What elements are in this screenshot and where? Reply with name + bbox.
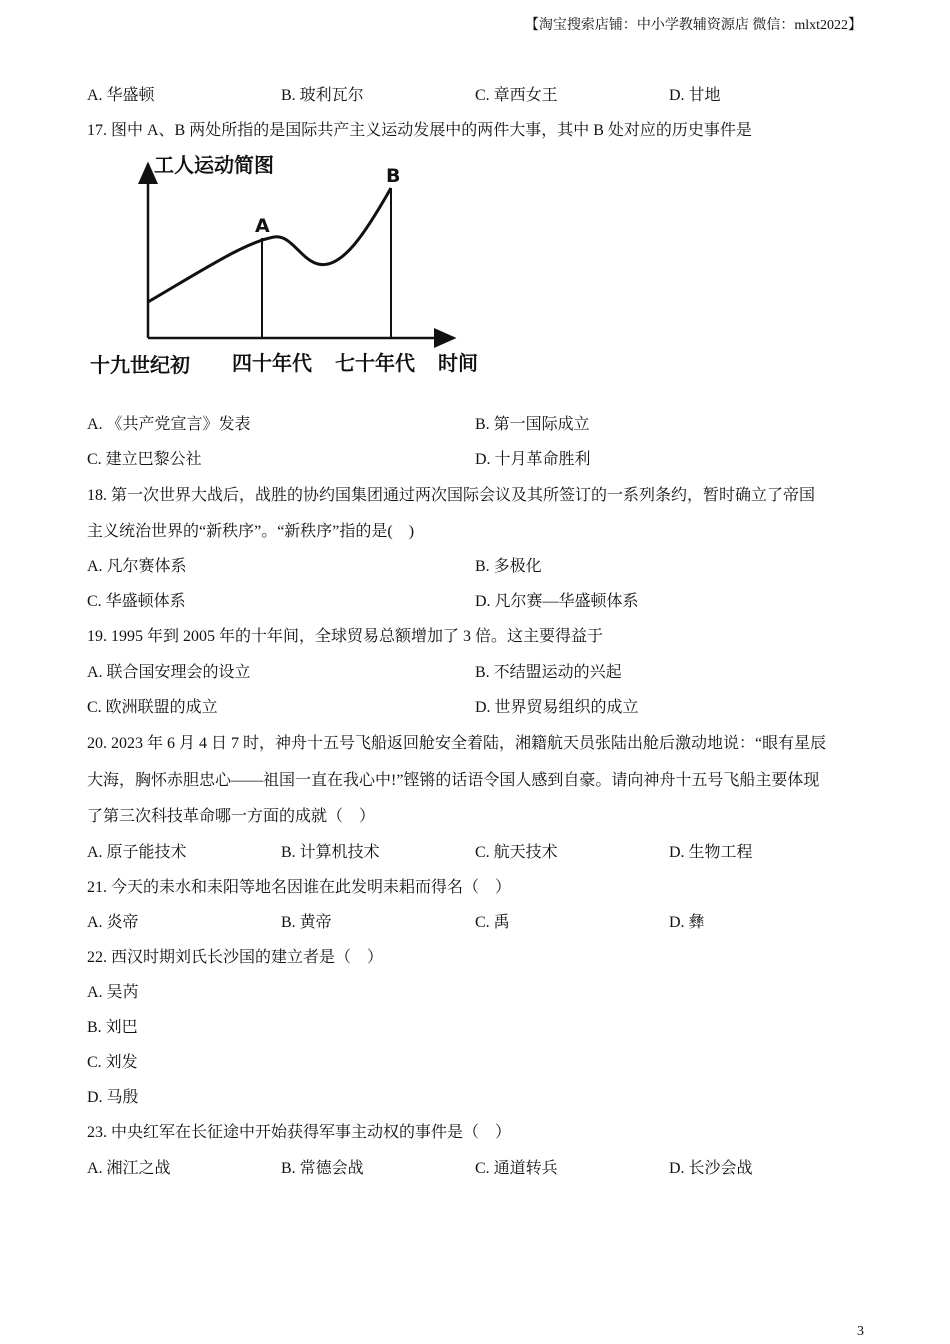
page-header: 【淘宝搜索店铺：中小学教辅资源店 微信：mlxt2022】 [524, 18, 862, 33]
q23-option-c: C. 通道转兵 [475, 1160, 558, 1177]
q19-option-b: B. 不结盟运动的兴起 [475, 664, 622, 681]
q19-option-a: A. 联合国安理会的设立 [87, 664, 251, 681]
q19-option-c: C. 欧洲联盟的成立 [87, 699, 218, 716]
x-label-time: 时间 [438, 351, 478, 375]
q16-option-b: B. 玻利瓦尔 [281, 87, 364, 104]
q19-option-d: D. 世界贸易组织的成立 [475, 699, 639, 716]
q20-stem-line1: 20. 2023 年 6 月 4 日 7 时，神舟十五号飞船返回舱安全着陆，湘籍航天员张陆出舱后激动地说：“眼有星辰 [87, 735, 827, 752]
q23-option-d: D. 长沙会战 [669, 1160, 753, 1177]
x-label-seventies: 七十年代 [335, 351, 415, 375]
q23-option-b: B. 常德会战 [281, 1160, 364, 1177]
q17-option-a: A. 《共产党宣言》发表 [87, 416, 251, 433]
q20-option-b: B. 计算机技术 [281, 844, 380, 861]
point-label-a: A [255, 215, 270, 237]
q22-option-a: A. 吴芮 [87, 984, 139, 1001]
q21-stem: 21. 今天的耒水和耒阳等地名因谁在此发明耒耜而得名（ ） [87, 879, 512, 896]
q22-option-b: B. 刘巴 [87, 1019, 138, 1036]
worker-movement-chart [86, 150, 496, 382]
x-label-start: 十九世纪初 [90, 353, 190, 377]
page-number: 3 [857, 1324, 864, 1339]
q22-option-d: D. 马殷 [87, 1089, 139, 1106]
q21-option-b: B. 黄帝 [281, 914, 332, 931]
point-label-b: B [386, 165, 401, 187]
q17-stem: 17. 图中 A、B 两处所指的是国际共产主义运动发展中的两件大事，其中 B 处对应的历史事件是 [87, 122, 752, 139]
q16-option-c: C. 章西女王 [475, 87, 558, 104]
q18-option-a: A. 凡尔赛体系 [87, 558, 187, 575]
q17-option-c: C. 建立巴黎公社 [87, 451, 202, 468]
q18-option-b: B. 多极化 [475, 558, 542, 575]
q16-option-a: A. 华盛顿 [87, 87, 155, 104]
q17-option-d: D. 十月革命胜利 [475, 451, 591, 468]
q22-stem: 22. 西汉时期刘氏长沙国的建立者是（ ） [87, 949, 384, 966]
q21-option-d: D. 彝 [669, 914, 705, 931]
q21-option-a: A. 炎帝 [87, 914, 139, 931]
q23-option-a: A. 湘江之战 [87, 1160, 171, 1177]
q20-stem-line2: 大海，胸怀赤胆忠心——祖国一直在我心中!”铿锵的话语令国人感到自豪。请向神舟十五号飞船主要体现 [87, 772, 820, 789]
q18-option-c: C. 华盛顿体系 [87, 593, 186, 610]
q22-option-c: C. 刘发 [87, 1054, 138, 1071]
q19-stem: 19. 1995 年到 2005 年的十年间，全球贸易总额增加了 3 倍。这主要得益于 [87, 628, 604, 645]
q18-stem-line2: 主义统治世界的“新秩序”。“新秩序”指的是( ) [87, 523, 415, 540]
trend-curve [148, 188, 391, 302]
q18-option-d: D. 凡尔赛—华盛顿体系 [475, 593, 639, 610]
q20-option-a: A. 原子能技术 [87, 844, 187, 861]
x-label-forties: 四十年代 [232, 351, 312, 375]
q17-option-b: B. 第一国际成立 [475, 416, 590, 433]
q23-stem: 23. 中央红军在长征途中开始获得军事主动权的事件是（ ） [87, 1124, 512, 1141]
q20-option-c: C. 航天技术 [475, 844, 558, 861]
q20-option-d: D. 生物工程 [669, 844, 753, 861]
q21-option-c: C. 禹 [475, 914, 510, 931]
q16-option-d: D. 甘地 [669, 87, 721, 104]
q20-stem-line3: 了第三次科技革命哪一方面的成就（ ） [87, 808, 376, 825]
chart-title: 工人运动简图 [154, 153, 274, 177]
q18-stem-line1: 18. 第一次世界大战后，战胜的协约国集团通过两次国际会议及其所签订的一系列条约，暂时确立了帝国 [87, 487, 816, 504]
